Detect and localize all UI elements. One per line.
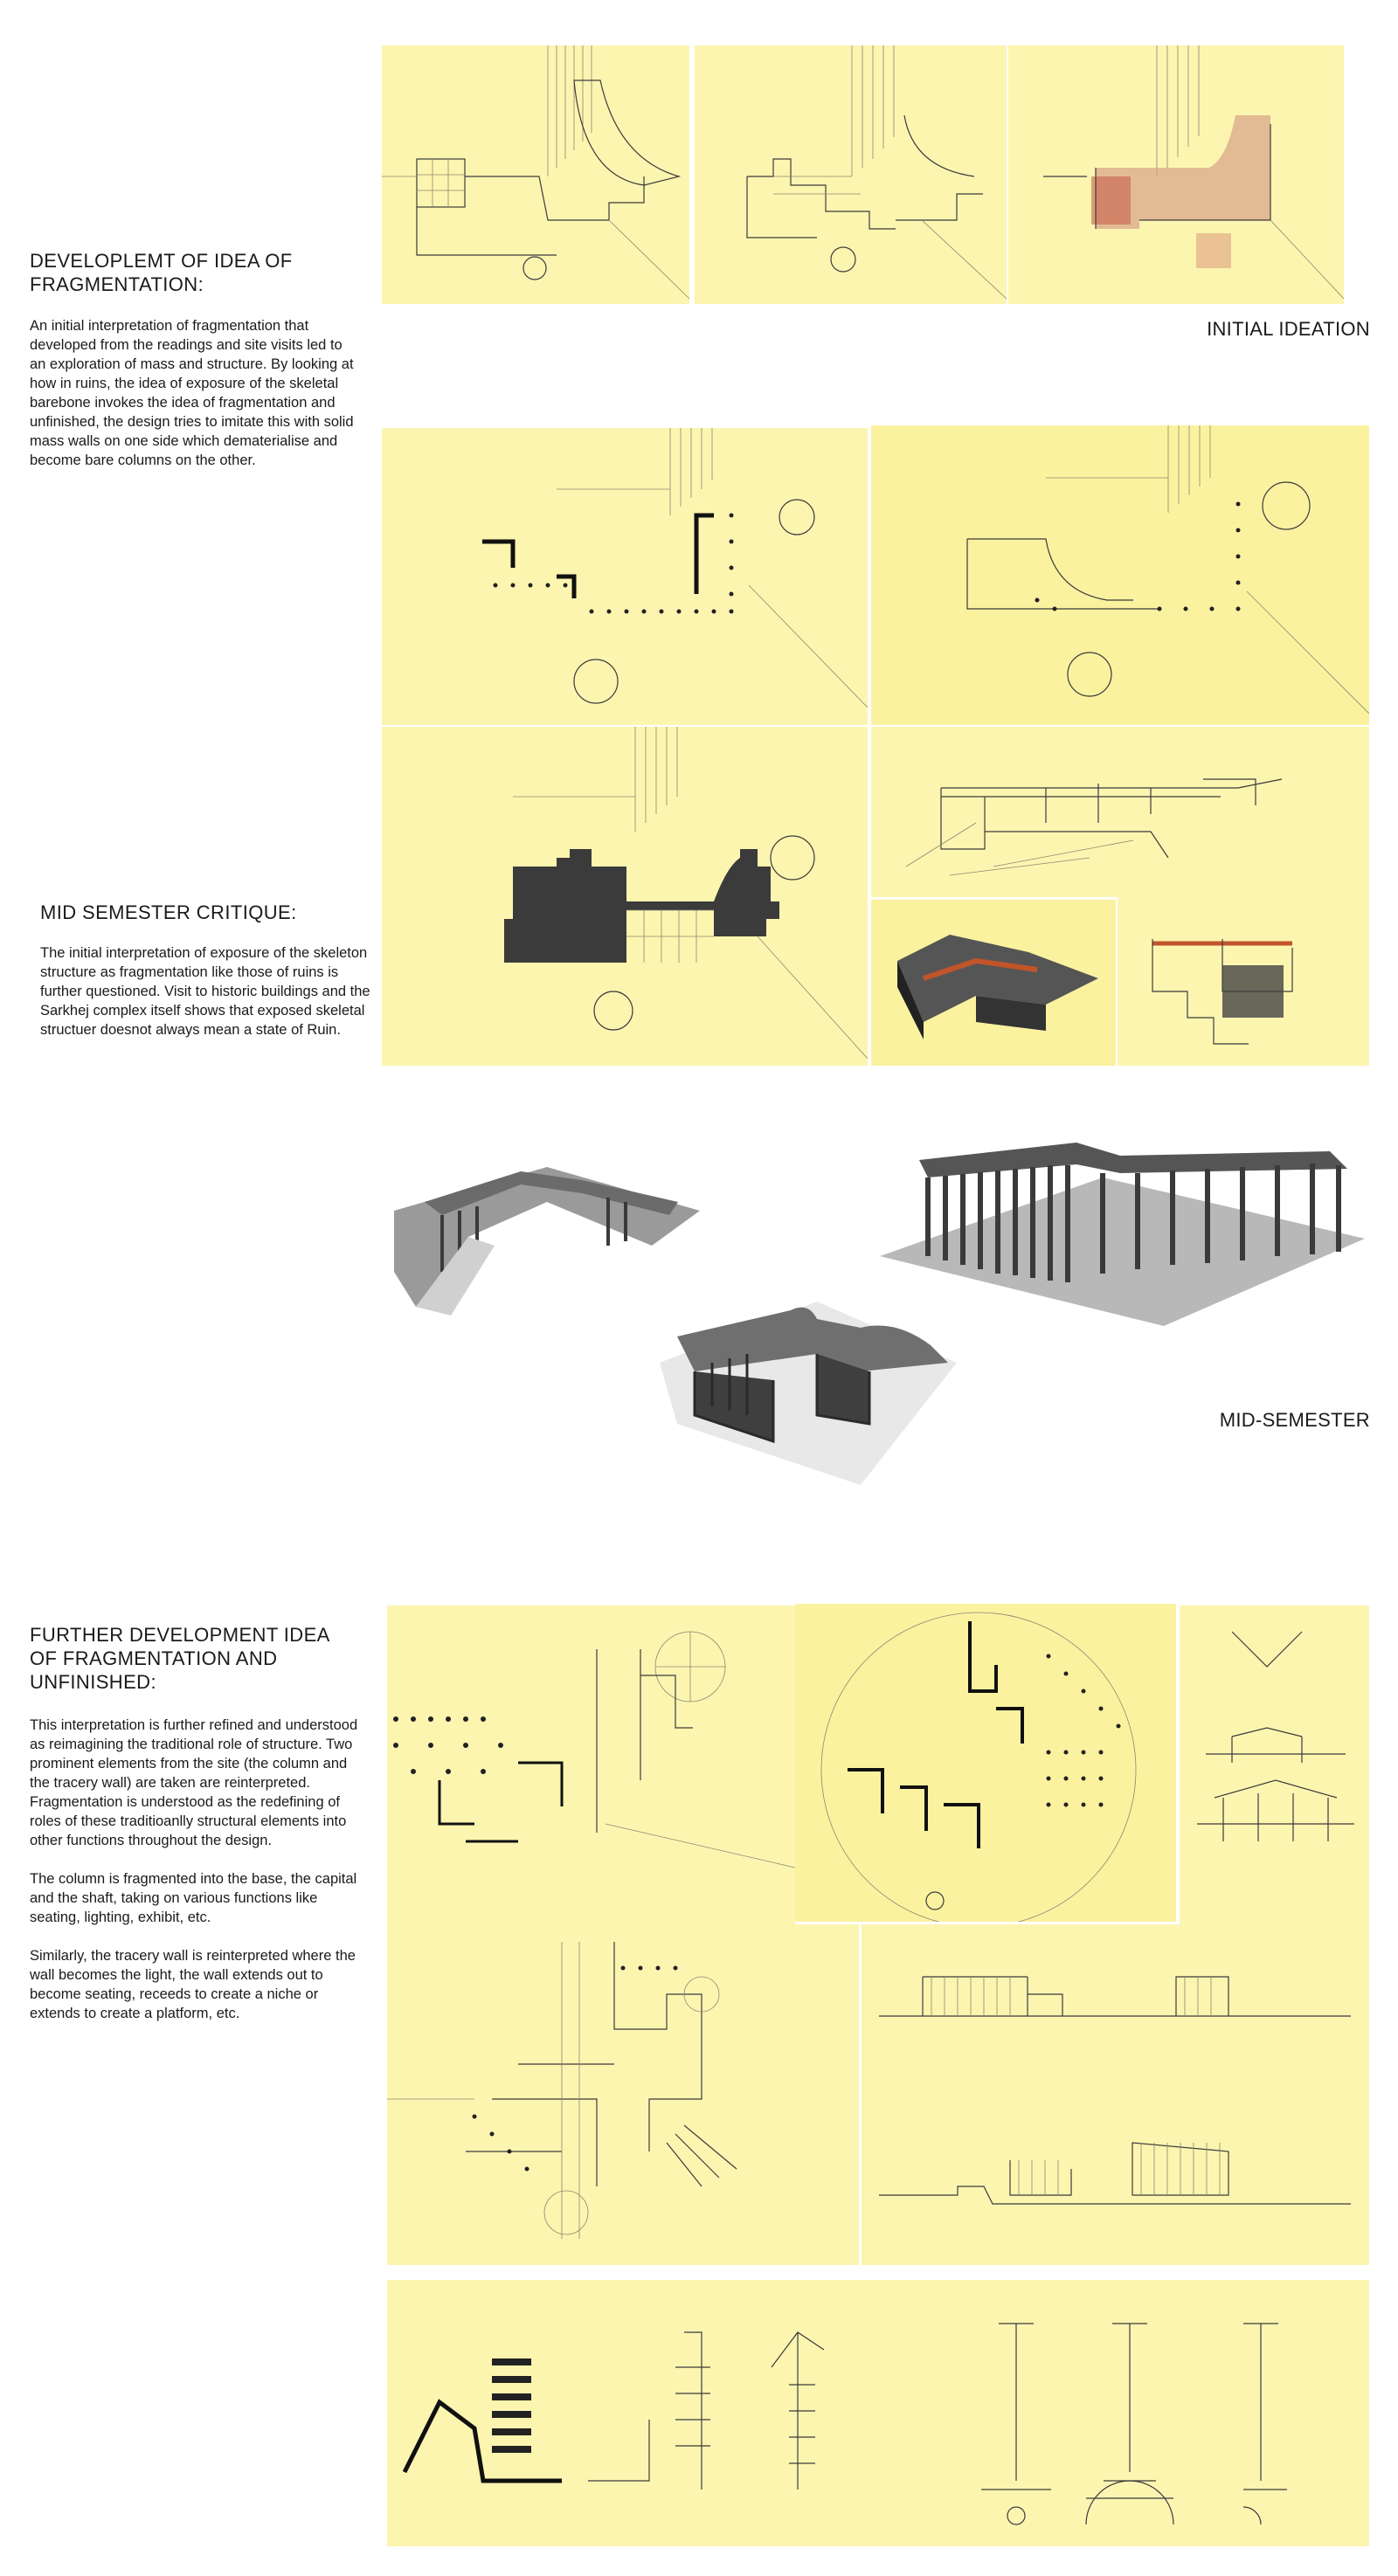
section2-body: The initial interpretation of exposure of the skeleton structure as fragmentation like those of ruins is further questioned. Visit to historic buildings and the Sarkhej complex itself shows that exposed skeletal structuer doesnot always mean a state of Ruin.: [40, 945, 370, 1038]
section3-paragraph-2: The column is fragmented into the base, the capital and the shaft, taking on various functions like seating, lighting, exhibit, etc.: [30, 1871, 357, 1925]
section2-heading: MID SEMESTER CRITIQUE:: [40, 901, 297, 923]
section1-body: An initial interpretation of fragmentation that developed from the readings and site visits led to an exploration of mass and structure. By looking at how in ruins, the idea of exposure of the skeletal barebone invokes the idea of fragmentation and unfinished, the design tries to imitate this with solid mass walls on one side which dematerialise and become bare columns on the other.: [30, 318, 354, 468]
model-render-3: [642, 1267, 965, 1494]
ideation-sketch-3: [1008, 45, 1344, 304]
section3-paragraph-1: This interpretation is further refined and understood as reimagining the traditional role of structure. Two prominent elements from the site (the column and the tracery wall) are taken are reinterpreted. Fragmentation is understood as the redefining of roles of these traditioanlly structural elements into other functions throughout the design.: [30, 1717, 358, 1848]
section1-heading: DEVELOPLEMT OF IDEA OF FRAGMENTATION:: [30, 250, 293, 295]
section3-heading: FURTHER DEVELOPMENT IDEA OF FRAGMENTATION AND UNFINISHED:: [30, 1624, 329, 1693]
further-elevations: [862, 1924, 1369, 2265]
midsem-mass-plan: [382, 727, 868, 1066]
midsem-plan-2: [871, 425, 1369, 725]
ideation-sketch-2: [695, 45, 1007, 304]
further-details-strip: [387, 2280, 1369, 2546]
initial-ideation-caption: INITIAL IDEATION: [1207, 318, 1370, 340]
further-plan-2: [387, 1924, 859, 2265]
mid-semester-caption: MID-SEMESTER: [1219, 1409, 1370, 1431]
further-plan-circle: [795, 1604, 1176, 1922]
midsem-plan-1: [382, 428, 868, 725]
further-plan-1: [387, 1606, 795, 1924]
midsem-model-photo-1: [871, 900, 1116, 1066]
further-details-1: [1180, 1606, 1369, 1924]
section3-body: [30, 1716, 362, 2042]
section3-paragraph-3: Similarly, the tracery wall is reinterpreted where the wall becomes the light, the wall extends out to become seating, receeds to create a niche or extends to create a platform, etc.: [30, 1948, 356, 2021]
midsem-section-sketch: [871, 727, 1369, 897]
midsem-section-model: [1118, 895, 1369, 1066]
ideation-sketch-1: [382, 45, 689, 304]
